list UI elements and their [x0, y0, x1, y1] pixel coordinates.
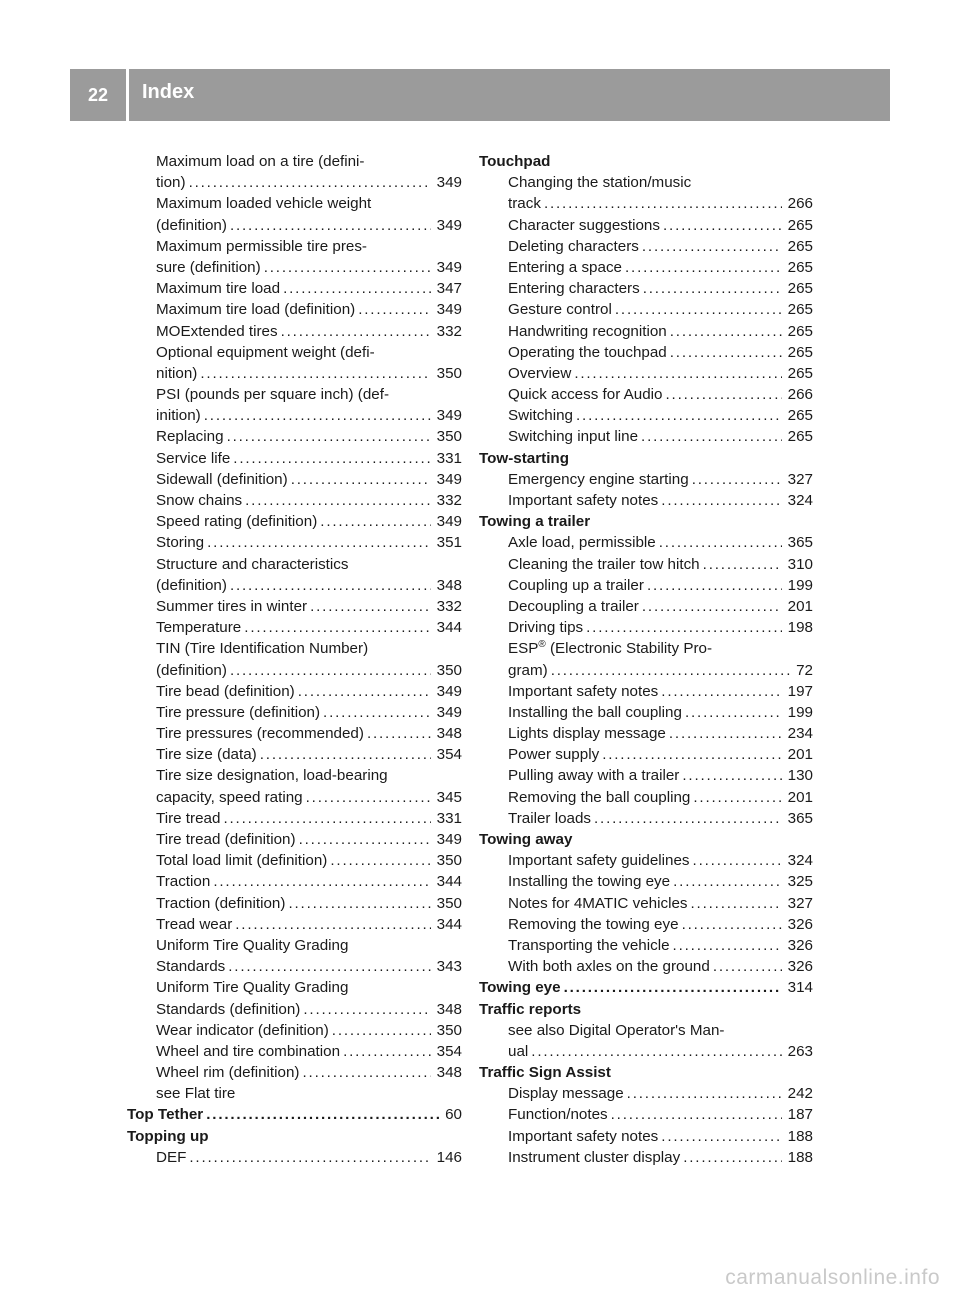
index-column-left — [127, 151, 462, 1168]
page-reference: 350 — [431, 426, 462, 447]
index-entry — [127, 405, 462, 426]
page-reference: 314 — [782, 977, 813, 998]
page-reference: 234 — [782, 723, 813, 744]
index-entry — [479, 193, 813, 214]
page-reference: 324 — [782, 850, 813, 871]
index-entry-text: Uniform Tire Quality Grading — [156, 936, 349, 954]
index-entry — [127, 850, 462, 871]
index-entry — [479, 935, 813, 956]
page-reference: 350 — [431, 850, 462, 871]
index-entry-text: Summer tires in winter . . . — [156, 598, 462, 615]
index-entry — [479, 702, 813, 723]
index-heading — [479, 448, 813, 469]
page-reference: 266 — [782, 384, 813, 405]
index-entry — [479, 554, 813, 575]
index-entry-text: Cleaning the trailer tow hitch . . . — [508, 556, 813, 573]
index-entry-text: Optional equipment weight (defi- — [156, 343, 375, 361]
page-reference: 344 — [431, 617, 462, 638]
index-entry — [479, 765, 813, 786]
index-entry-text: Maximum load on a tire (defini- — [156, 153, 365, 170]
page-reference: 350 — [431, 363, 462, 384]
index-entry-text: TIN (Tire Identification Number) — [156, 640, 369, 658]
index-entry-text: DEF . . . — [156, 1149, 462, 1166]
page-reference: 327 — [782, 893, 813, 914]
index-entry — [127, 511, 462, 532]
index-entry — [479, 172, 813, 193]
index-entry-text: track . . . — [508, 195, 813, 212]
page-reference: 265 — [782, 215, 813, 236]
index-entry — [127, 765, 462, 786]
page-reference: 348 — [431, 1062, 462, 1083]
page-reference: 349 — [431, 681, 462, 702]
page-reference: 349 — [431, 829, 462, 850]
index-entry-text: Tire tread . . . — [156, 810, 462, 827]
index-entry-text: Topping up — [127, 1127, 209, 1145]
page-reference: 201 — [782, 744, 813, 765]
index-entry — [479, 384, 813, 405]
index-entry-text: Quick access for Audio . . . — [508, 386, 813, 403]
index-heading — [479, 1062, 813, 1083]
index-entry-text: Traction (definition) . . . — [156, 895, 462, 912]
index-entry-text: Uniform Tire Quality Grading — [156, 979, 349, 997]
page-reference: 349 — [431, 215, 462, 236]
index-entry — [127, 469, 462, 490]
index-entry — [479, 744, 813, 765]
index-entry-text: Snow chains . . . — [156, 492, 462, 509]
index-heading — [479, 511, 813, 532]
index-entry — [479, 808, 813, 829]
page-reference: 265 — [782, 299, 813, 320]
index-entry-text: nition) . . . — [156, 365, 462, 382]
index-entry-text: Deleting characters . . . — [508, 238, 813, 255]
index-entry — [127, 935, 462, 956]
index-entry — [479, 1147, 813, 1168]
index-entry — [127, 638, 462, 659]
page-reference: 242 — [782, 1083, 813, 1104]
page-reference: 326 — [782, 935, 813, 956]
index-entry — [127, 871, 462, 892]
index-entry-text: MOExtended tires . . . — [156, 323, 462, 340]
page-reference: 265 — [782, 278, 813, 299]
index-entry-text: Traffic reports — [479, 1000, 582, 1018]
page-reference: 265 — [782, 426, 813, 447]
index-entry-text: Speed rating (definition) . . . — [156, 513, 462, 530]
index-entry — [127, 215, 462, 236]
index-entry — [479, 893, 813, 914]
index-entry-text: see Flat tire — [156, 1085, 236, 1103]
page-reference: 327 — [782, 469, 813, 490]
page-reference: 265 — [782, 405, 813, 426]
page-reference: 348 — [431, 575, 462, 596]
index-entry — [479, 787, 813, 808]
page-reference: 265 — [782, 363, 813, 384]
index-entry-text: (definition) . . . — [156, 577, 462, 594]
index-entry — [127, 1147, 462, 1168]
page-reference: 265 — [782, 236, 813, 257]
index-entry-text: Emergency engine starting . . . — [508, 471, 813, 488]
index-entry-text: With both axles on the ground . . . — [508, 958, 813, 975]
page-reference: 349 — [431, 405, 462, 426]
index-entry-text: Trailer loads . . . — [508, 810, 813, 827]
index-entry-text: Installing the ball coupling . . . — [508, 704, 813, 721]
index-entry — [479, 1104, 813, 1125]
index-entry-text: gram) . . . — [508, 662, 813, 679]
index-entry-text: ual . . . — [508, 1043, 813, 1060]
index-entry-text: Overview . . . — [508, 365, 813, 382]
index-entry-text: Tread wear . . . — [156, 916, 462, 933]
index-entry — [127, 702, 462, 723]
index-entry — [479, 321, 813, 342]
index-entry — [127, 363, 462, 384]
page-header — [70, 69, 890, 121]
index-entry-text: Maximum tire load (definition) . . . — [156, 301, 462, 318]
index-entry — [479, 426, 813, 447]
index-entry — [479, 215, 813, 236]
index-entry-text: see also Digital Operator's Man- — [508, 1021, 725, 1039]
page-reference: 324 — [782, 490, 813, 511]
index-entry — [127, 914, 462, 935]
index-entry — [127, 554, 462, 575]
index-entry — [127, 1041, 462, 1062]
index-entry-text: Tire size designation, load-bearing — [156, 767, 388, 785]
index-entry — [127, 257, 462, 278]
page-reference: 348 — [431, 999, 462, 1020]
index-entry — [479, 490, 813, 511]
page-reference: 197 — [782, 681, 813, 702]
index-entry-text: Instrument cluster display . . . — [508, 1149, 813, 1166]
index-entry — [127, 193, 462, 214]
index-entry-text: capacity, speed rating . . . — [156, 789, 462, 806]
index-entry-text: Tow-starting — [479, 449, 569, 467]
index-entry — [479, 532, 813, 553]
index-entry — [127, 617, 462, 638]
index-entry-text: Operating the touchpad . . . — [508, 344, 813, 361]
index-entry-text: Top Tether . . . — [127, 1106, 462, 1123]
page-reference: 347 — [431, 278, 462, 299]
page-reference: 349 — [431, 702, 462, 723]
index-entry — [479, 278, 813, 299]
index-entry — [127, 829, 462, 850]
page-number: 22 — [87, 84, 109, 105]
index-entry-text: Transporting the vehicle . . . — [508, 937, 813, 954]
index-entry-text: PSI (pounds per square inch) (def- — [156, 386, 389, 404]
index-entry-text: Storing . . . — [156, 534, 462, 551]
index-entry-text: Entering characters . . . — [508, 280, 813, 297]
index-entry — [479, 1041, 813, 1062]
index-entry-text: Total load limit (definition) . . . — [156, 852, 462, 869]
page-reference: 349 — [431, 511, 462, 532]
index-entry — [127, 956, 462, 977]
index-entry — [127, 1083, 462, 1104]
index-entry-text: Important safety notes . . . — [508, 683, 813, 700]
index-entry — [127, 977, 462, 998]
index-entry-text: Maximum permissible tire pres- — [156, 237, 367, 255]
index-entry-text: Switching . . . — [508, 407, 813, 424]
index-entry — [479, 850, 813, 871]
page-reference: 60 — [439, 1104, 462, 1125]
index-entry — [127, 1020, 462, 1041]
index-entry — [127, 575, 462, 596]
index-entry-text: (definition) . . . — [156, 217, 462, 234]
page-reference: 349 — [431, 257, 462, 278]
index-entry — [479, 1126, 813, 1147]
index-heading — [479, 977, 813, 998]
page-reference: 348 — [431, 723, 462, 744]
page-reference: 265 — [782, 321, 813, 342]
index-entry — [127, 299, 462, 320]
page-reference: 349 — [431, 469, 462, 490]
page-reference: 188 — [782, 1126, 813, 1147]
index-entry-text: Traction . . . — [156, 873, 462, 890]
index-entry — [127, 236, 462, 257]
index-entry — [127, 172, 462, 193]
index-heading — [127, 1126, 462, 1147]
page-reference: 354 — [431, 1041, 462, 1062]
index-entry — [127, 532, 462, 553]
page-reference: 332 — [431, 596, 462, 617]
page-reference: 351 — [431, 532, 462, 553]
index-entry-text: Temperature . . . — [156, 619, 462, 636]
page-reference: 345 — [431, 787, 462, 808]
page-reference: 199 — [782, 575, 813, 596]
page-reference: 265 — [782, 257, 813, 278]
index-entry-text: (definition) . . . — [156, 662, 462, 679]
index-entry-text: Sidewall (definition) . . . — [156, 471, 462, 488]
page-reference: 130 — [782, 765, 813, 786]
index-entry-text: Important safety notes . . . — [508, 492, 813, 509]
index-entry — [479, 236, 813, 257]
index-heading — [127, 1104, 462, 1125]
index-entry-text: Pulling away with a trailer . . . — [508, 767, 813, 784]
index-entry — [127, 596, 462, 617]
index-entry-text: Wheel rim (definition) . . . — [156, 1064, 462, 1081]
index-entry — [479, 469, 813, 490]
index-entry — [127, 321, 462, 342]
page-reference: 310 — [782, 554, 813, 575]
index-entry — [479, 299, 813, 320]
index-entry-text: Character suggestions . . . — [508, 217, 813, 234]
index-heading — [479, 829, 813, 850]
index-entry-text: Tire tread (definition) . . . — [156, 831, 462, 848]
index-entry-text: Lights display message . . . — [508, 725, 813, 742]
index-entry — [127, 787, 462, 808]
index-entry-text: Tire size (data) . . . — [156, 746, 462, 763]
page-reference: 266 — [782, 193, 813, 214]
index-entry — [479, 1020, 813, 1041]
page-reference: 344 — [431, 871, 462, 892]
index-entry — [127, 151, 462, 172]
index-entry-text: Important safety notes . . . — [508, 1128, 813, 1145]
page-reference: 188 — [782, 1147, 813, 1168]
page-reference: 198 — [782, 617, 813, 638]
index-entry-text: Service life . . . — [156, 450, 462, 467]
page-reference: 265 — [782, 342, 813, 363]
page-reference: 326 — [782, 956, 813, 977]
index-entry-text: ESP® (Electronic Stability Pro- — [508, 639, 713, 658]
page-reference: 349 — [431, 172, 462, 193]
page-reference: 201 — [782, 787, 813, 808]
index-entry-text: sure (definition) . . . — [156, 259, 462, 276]
index-entry-text: Installing the towing eye . . . — [508, 873, 813, 890]
index-entry-text: Tire bead (definition) . . . — [156, 683, 462, 700]
index-entry-text: Driving tips . . . — [508, 619, 813, 636]
index-entry-text: Standards . . . — [156, 958, 462, 975]
index-entry — [127, 893, 462, 914]
page-reference: 326 — [782, 914, 813, 935]
index-entry-text: Towing away — [479, 831, 573, 848]
index-entry — [479, 575, 813, 596]
index-entry-text: Decoupling a trailer . . . — [508, 598, 813, 615]
index-entry — [479, 681, 813, 702]
page-reference: 354 — [431, 744, 462, 765]
watermark: carmanualsonline.info — [725, 1266, 940, 1289]
index-entry-text: Wear indicator (definition) . . . — [156, 1022, 462, 1039]
page-reference: 199 — [782, 702, 813, 723]
index-entry — [127, 448, 462, 469]
index-entry — [127, 681, 462, 702]
index-entry — [479, 914, 813, 935]
index-entry — [127, 808, 462, 829]
index-entry-text: Replacing . . . — [156, 428, 462, 445]
page-reference: 365 — [782, 532, 813, 553]
index-entry — [127, 723, 462, 744]
page-reference: 349 — [431, 299, 462, 320]
index-entry-text: Function/notes . . . — [508, 1106, 813, 1123]
index-entry-text: Tire pressures (recommended) . . . — [156, 725, 462, 742]
index-entry — [479, 956, 813, 977]
index-entry — [479, 617, 813, 638]
page-reference: 365 — [782, 808, 813, 829]
page-reference: 187 — [782, 1104, 813, 1125]
index-entry — [127, 999, 462, 1020]
page-reference: 201 — [782, 596, 813, 617]
index-entry-text: tion) . . . — [156, 174, 462, 191]
index-entry-text: Gesture control . . . — [508, 301, 813, 318]
page-reference: 331 — [431, 448, 462, 469]
page-reference: 263 — [782, 1041, 813, 1062]
index-entry-text: Maximum loaded vehicle weight — [156, 195, 372, 213]
index-entry — [479, 660, 813, 681]
index-entry — [479, 342, 813, 363]
index-entry — [127, 384, 462, 405]
index-entry — [127, 426, 462, 447]
index-entry-text: Changing the station/music — [508, 174, 692, 192]
index-entry-text: Tire pressure (definition) . . . — [156, 704, 462, 721]
page-reference: 331 — [431, 808, 462, 829]
index-entry-text: Structure and characteristics — [156, 555, 349, 573]
index-entry — [479, 257, 813, 278]
page-reference: 332 — [431, 321, 462, 342]
index-entry-text: Entering a space . . . — [508, 259, 813, 276]
index-entry — [127, 1062, 462, 1083]
index-entry — [479, 363, 813, 384]
index-entry-text: Important safety guidelines . . . — [508, 852, 813, 869]
page-reference: 344 — [431, 914, 462, 935]
page-reference: 350 — [431, 660, 462, 681]
page-reference: 343 — [431, 956, 462, 977]
index-entry — [127, 744, 462, 765]
index-entry — [127, 660, 462, 681]
index-entry-text: Standards (definition) . . . — [156, 1001, 462, 1018]
page-reference: 350 — [431, 1020, 462, 1041]
index-entry — [127, 278, 462, 299]
section-title: Index — [142, 81, 195, 103]
index-entry-text: Traffic Sign Assist — [479, 1064, 611, 1082]
index-entry-text: Maximum tire load . . . — [156, 280, 462, 297]
index-entry-text: Axle load, permissible . . . — [508, 534, 813, 551]
index-entry — [479, 723, 813, 744]
header-divider — [126, 69, 129, 121]
page-reference: 350 — [431, 893, 462, 914]
index-entry-text: inition) . . . — [156, 407, 462, 424]
index-heading — [479, 151, 813, 172]
index-entry — [479, 638, 813, 659]
page-reference: 146 — [431, 1147, 462, 1168]
index-entry — [479, 596, 813, 617]
index-entry — [479, 1083, 813, 1104]
page-reference: 72 — [790, 660, 813, 681]
page-reference: 325 — [782, 871, 813, 892]
index-entry — [479, 871, 813, 892]
index-entry-text: Notes for 4MATIC vehicles . . . — [508, 895, 813, 912]
index-entry — [127, 342, 462, 363]
index-entry — [479, 405, 813, 426]
index-heading — [479, 999, 813, 1020]
index-column-right — [479, 151, 813, 1168]
index-entry-text: Display message . . . — [508, 1085, 813, 1102]
index-entry-text: Handwriting recognition . . . — [508, 323, 813, 340]
index-entry-text: Towing a trailer — [479, 513, 591, 531]
index-entry-text: Removing the towing eye . . . — [508, 916, 813, 933]
index-entry-text: Touchpad — [479, 153, 551, 170]
index-entry-text: Removing the ball coupling . . . — [508, 789, 813, 806]
index-entry — [127, 490, 462, 511]
index-entry-text: Switching input line . . . — [508, 428, 813, 445]
index-entry-text: Wheel and tire combination . . . — [156, 1043, 462, 1060]
index-entry-text: Power supply . . . — [508, 746, 813, 763]
index-entry-text: Coupling up a trailer . . . — [508, 577, 813, 594]
index-entry-text: Towing eye . . . — [479, 979, 813, 996]
page-reference: 332 — [431, 490, 462, 511]
